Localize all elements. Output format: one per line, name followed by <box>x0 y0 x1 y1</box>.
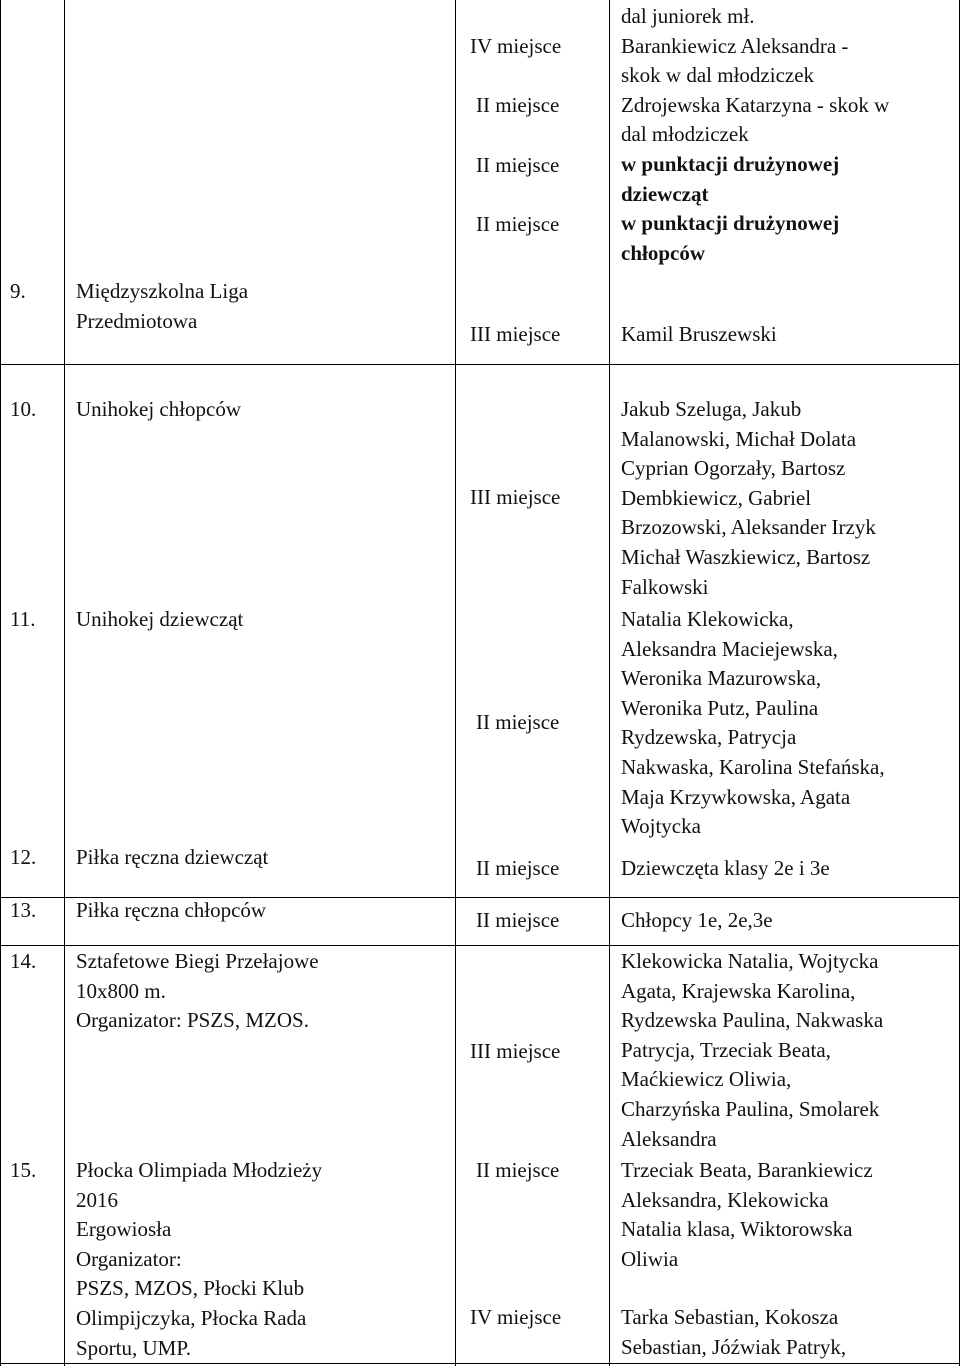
place-result: IV miejsce <box>470 1305 562 1329</box>
participants: Dziewczęta klasy 2e i 3e <box>621 856 830 880</box>
competition-name: Płocka Olimpiada Młodzieży 2016 Ergowiosła Organizator: PSZS, MZOS, Płocki Klub Olimpijczyka, Płocka Rada Sportu, UMP. <box>76 1158 323 1360</box>
row-number: 11. <box>10 607 36 631</box>
place-result: III miejsce <box>470 1039 561 1063</box>
participants: dal juniorek mł. Barankiewicz Aleksandra - skok w dal młodziczek Zdrojewska Katarzyna - skok w dal młodziczek w punktacji drużynowej dziewcząt w punktacji drużynowej chłopców <box>621 4 890 265</box>
place-result: II miejsce <box>476 908 560 932</box>
participants: Chłopcy 1e, 2e,3e <box>621 908 773 932</box>
place-result: II miejsce <box>476 710 560 734</box>
participants: Tarka Sebastian, Kokosza Sebastian, Jóźwiak Patryk, <box>621 1305 847 1359</box>
row-divider <box>0 945 960 946</box>
participants: Trzeciak Beata, Barankiewicz Aleksandra, Klekowicka Natalia klasa, Wiktorowska Oliwia <box>621 1158 873 1271</box>
place-result: III miejsce <box>470 485 561 509</box>
competition-name: Unihokej dziewcząt <box>76 607 244 631</box>
table-border-col3 <box>609 0 610 1366</box>
row-divider <box>0 364 960 365</box>
row-number: 12. <box>10 845 37 869</box>
row-number: 9. <box>10 279 26 303</box>
place-result: II miejsce <box>476 1158 560 1182</box>
competition-name: Unihokej chłopców <box>76 397 242 421</box>
participants: Jakub Szeluga, Jakub Malanowski, Michał Dolata Cyprian Ogorzały, Bartosz Dembkiewicz, Gabriel Brzozowski, Aleksander Irzyk Michał Waszkiewicz, Bartosz Falkowski <box>621 397 876 599</box>
participants: Natalia Klekowicka, Aleksandra Maciejewska, Weronika Mazurowska, Weronika Putz, Paulina Rydzewska, Patrycja Nakwaska, Karolina Stefańska, Maja Krzywkowska, Agata Wojtycka <box>621 607 885 839</box>
place-result: II miejsce <box>476 856 560 880</box>
place-result: II miejsce <box>476 212 560 236</box>
table-border-col2 <box>455 0 456 1366</box>
table-border-left <box>0 0 1 1366</box>
competition-name: Piłka ręczna dziewcząt <box>76 845 269 869</box>
table-border-col1 <box>64 0 65 1366</box>
competition-name: Międzyszkolna Liga Przedmiotowa <box>76 279 249 333</box>
competition-name: Sztafetowe Biegi Przełajowe 10x800 m. Organizator: PSZS, MZOS. <box>76 949 319 1033</box>
place-result: IV miejsce <box>470 34 562 58</box>
place-result: III miejsce <box>470 322 561 346</box>
participants: Klekowicka Natalia, Wojtycka Agata, Krajewska Karolina, Rydzewska Paulina, Nakwaska Patrycja, Trzeciak Beata, Maćkiewicz Oliwia, Charzyńska Paulina, Smolarek Aleksandra <box>621 949 884 1151</box>
place-result: II miejsce <box>476 153 560 177</box>
participants: Kamil Bruszewski <box>621 322 777 346</box>
row-number: 15. <box>10 1158 37 1182</box>
row-number: 14. <box>10 949 37 973</box>
row-number: 13. <box>10 898 37 922</box>
row-number: 10. <box>10 397 37 421</box>
competition-name: Piłka ręczna chłopców <box>76 898 267 922</box>
place-result: II miejsce <box>476 93 560 117</box>
